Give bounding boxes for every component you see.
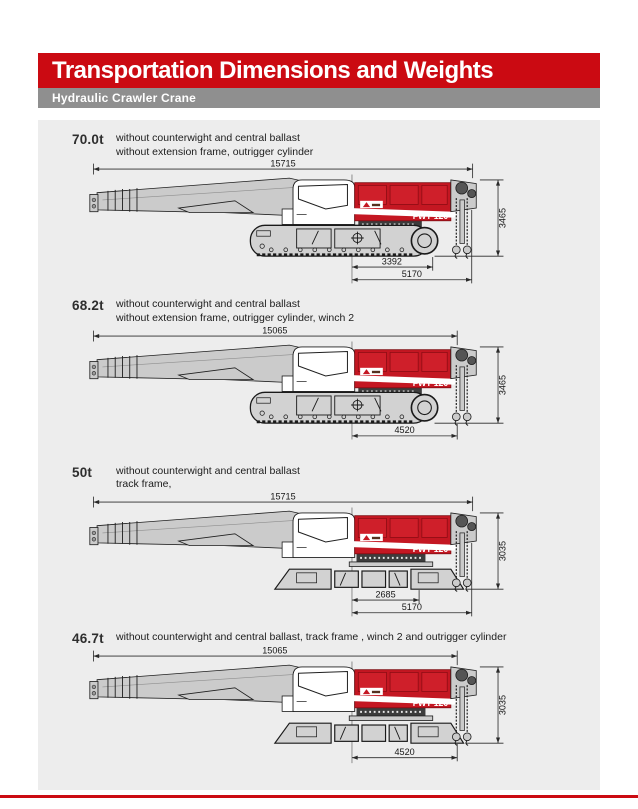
crane-drawing: [88, 493, 596, 620]
crane-section-50t: [38, 461, 600, 625]
svg-text:15715: 15715: [270, 492, 296, 502]
svg-text:15715: 15715: [270, 160, 296, 169]
page-title-bar: [38, 53, 600, 88]
footer-rule: [0, 795, 638, 798]
weight-label: 70.0t: [72, 132, 104, 147]
crane-diagram: [38, 647, 600, 779]
svg-text:3465: 3465: [497, 208, 508, 229]
crane-drawing: [88, 160, 596, 287]
config-line: track frame,: [116, 478, 172, 491]
config-line: without counterwight and central ballast: [116, 132, 300, 144]
dimension-overall-length: [93, 493, 472, 511]
weight-label: 46.7t: [72, 630, 104, 646]
crane-section-46t: [38, 627, 600, 779]
dimension-overall-length: [93, 647, 457, 665]
weight-label: 68.2t: [72, 298, 104, 314]
svg-text:5170: 5170: [401, 269, 422, 280]
svg-text:3035: 3035: [497, 694, 508, 715]
svg-text:3465: 3465: [497, 374, 508, 395]
page-subtitle: Hydraulic Crawler Crane: [52, 91, 196, 105]
svg-text:2685: 2685: [375, 589, 396, 600]
crane-diagram: [38, 327, 600, 459]
config-description: [116, 298, 354, 325]
config-line: without extension frame, outrigger cylinder, winch 2: [116, 311, 355, 324]
crane-section-70t: [38, 128, 600, 292]
section-head: [38, 128, 600, 159]
content-area: [38, 120, 600, 790]
config-line: without counterwight and central ballast: [116, 464, 300, 477]
crane-diagram: [38, 160, 600, 292]
config-description: [116, 132, 313, 159]
svg-text:3392: 3392: [381, 256, 402, 267]
dimension-overall-length: [93, 327, 457, 345]
config-description: [116, 631, 506, 645]
config-line: without extension frame, outrigger cylinder: [116, 145, 314, 158]
config-description: [116, 465, 300, 492]
weight-label: 50t: [72, 464, 93, 480]
config-line: without counterwight and central ballast, track frame , winch 2 and outrigger cylinder: [116, 630, 507, 643]
svg-text:15065: 15065: [262, 326, 288, 335]
svg-text:4520: 4520: [394, 746, 415, 757]
svg-text:3035: 3035: [497, 540, 508, 561]
crane-diagram: [38, 493, 600, 625]
svg-text:4520: 4520: [394, 424, 415, 435]
section-head: [38, 627, 600, 646]
section-head: [38, 294, 600, 325]
crane-section-68t: [38, 294, 600, 458]
page-subtitle-bar: [38, 88, 600, 108]
crane-drawing: [88, 647, 596, 774]
svg-text:5170: 5170: [401, 601, 422, 612]
dimension-a: [352, 424, 457, 439]
crane-drawing: [88, 327, 596, 454]
dimension-overall-length: [93, 160, 472, 178]
section-head: [38, 461, 600, 492]
dimension-a: [352, 744, 457, 761]
config-line: without counterwight and central ballast: [116, 298, 300, 311]
page-title: Transportation Dimensions and Weights: [52, 56, 494, 84]
svg-text:15065: 15065: [262, 646, 288, 656]
